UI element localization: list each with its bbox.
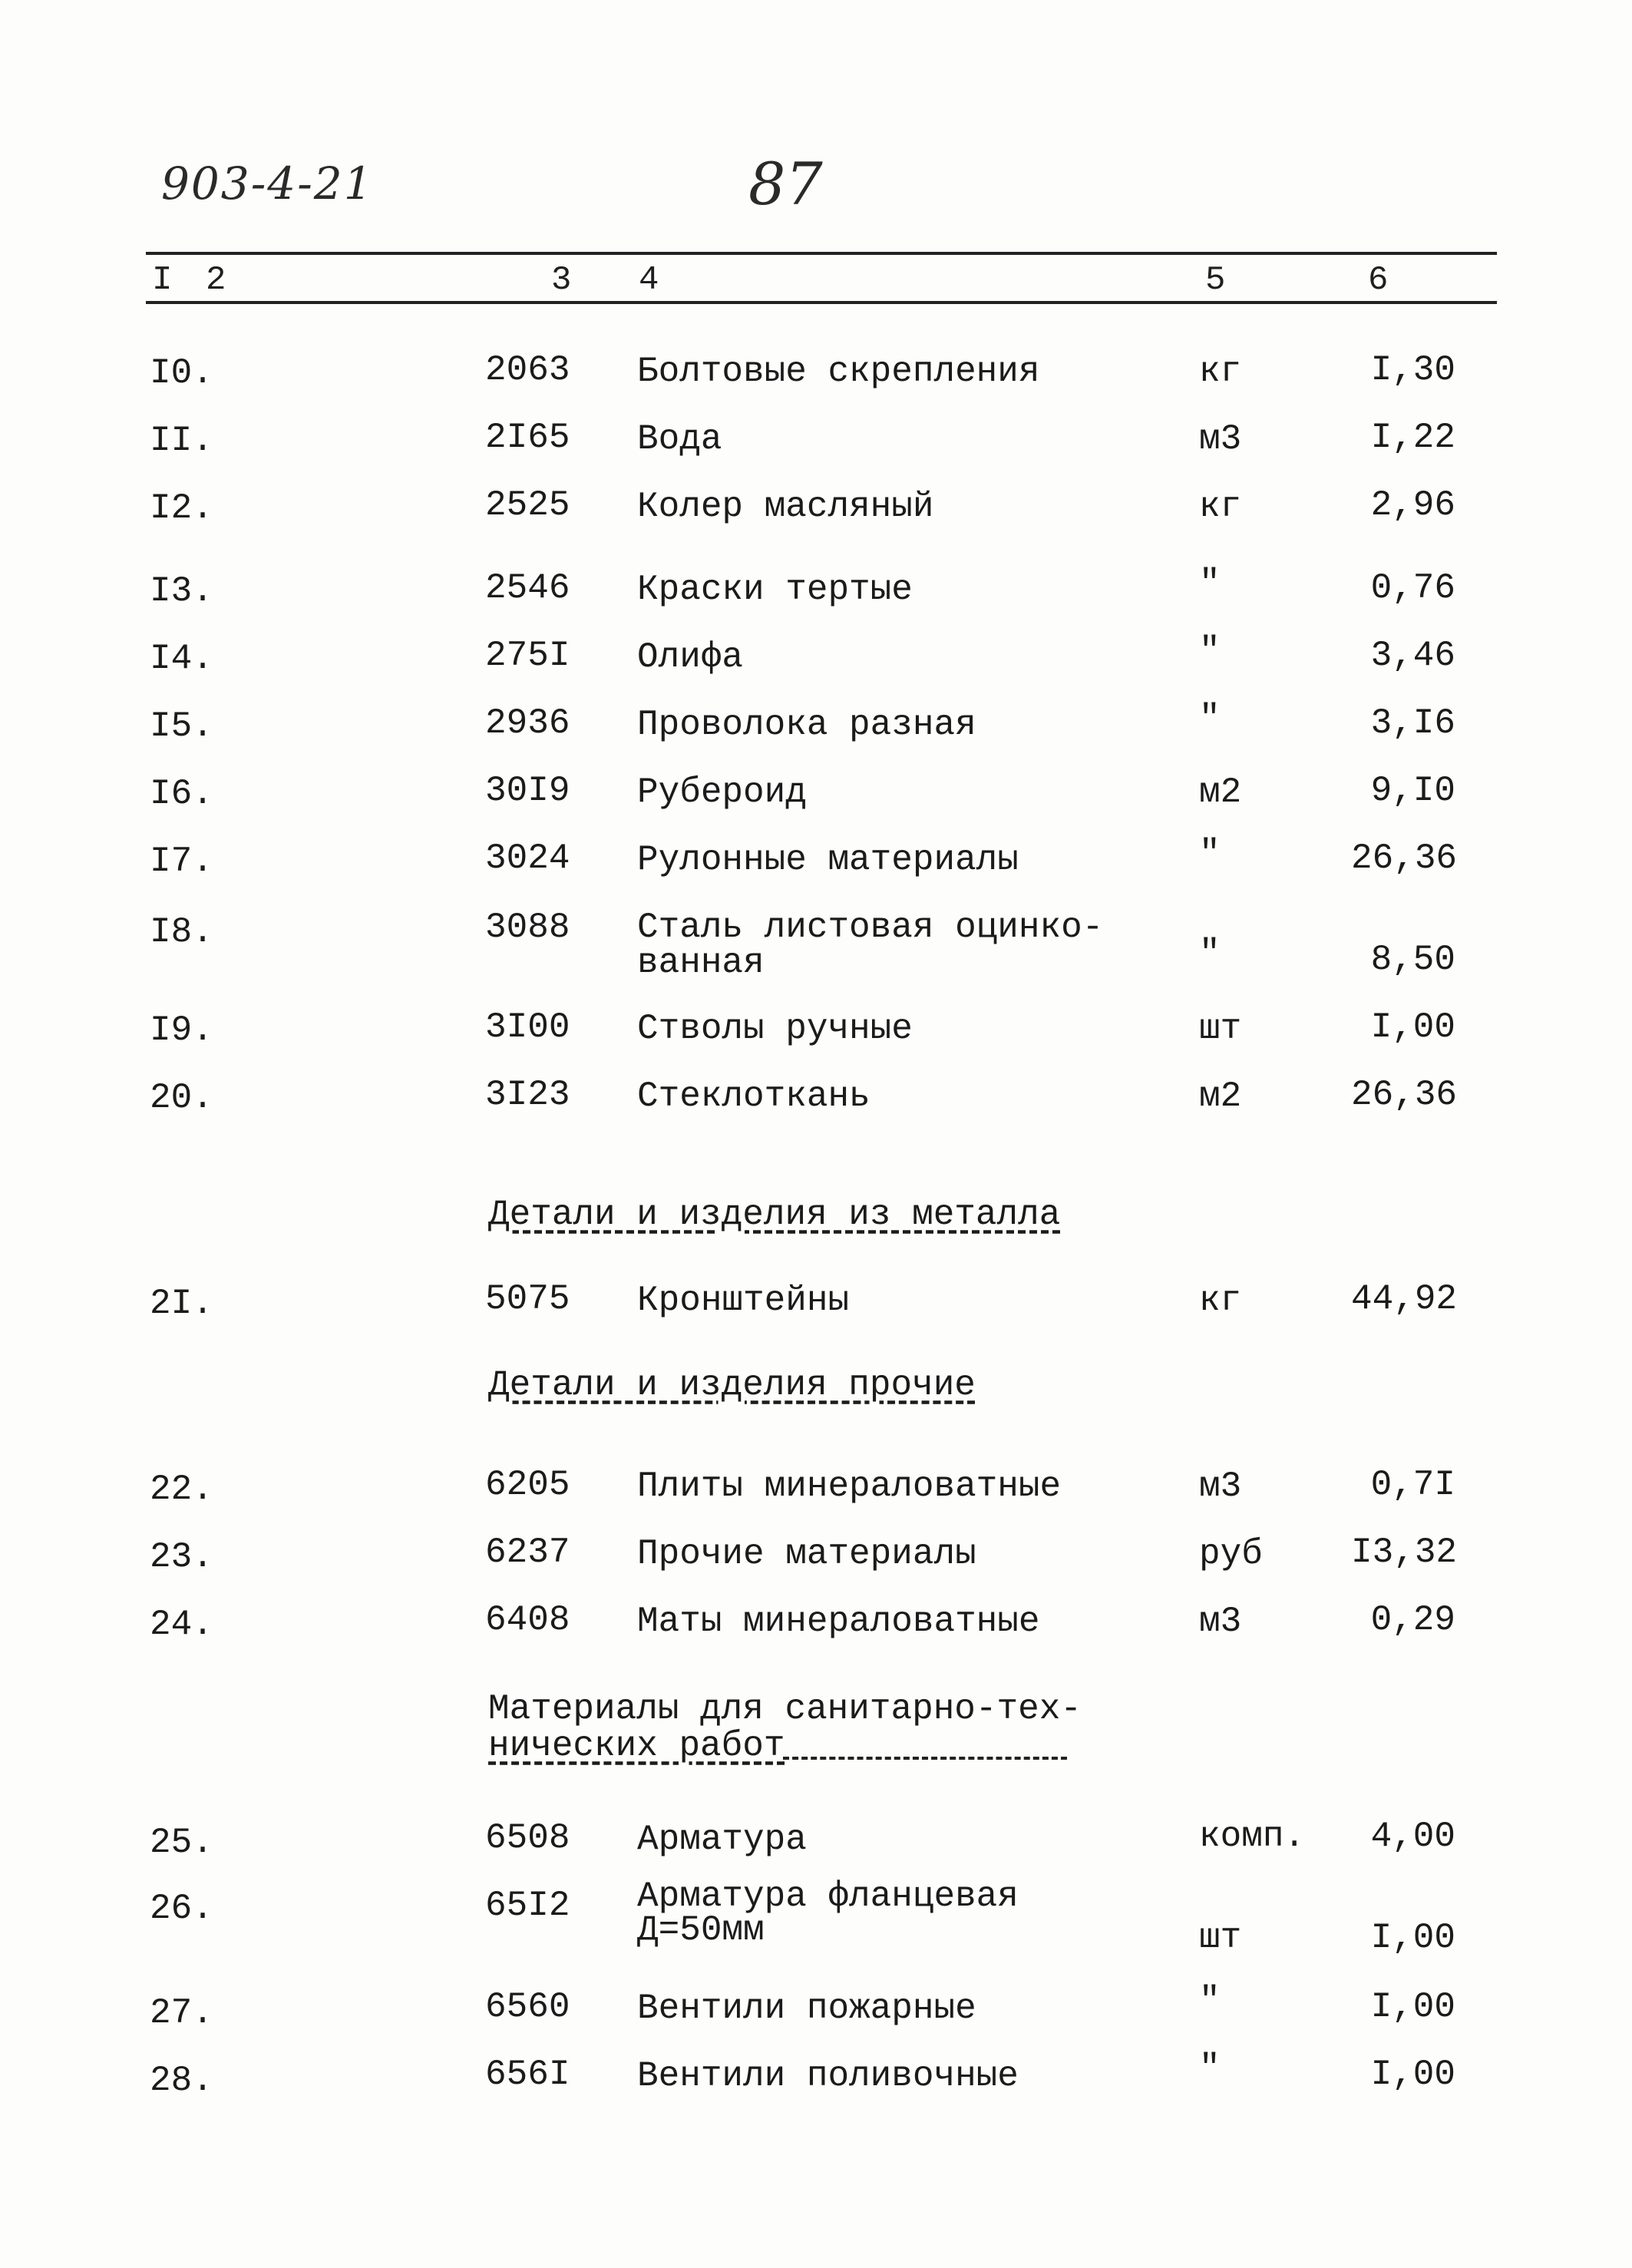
- row-quantity: 0,76: [1370, 568, 1455, 608]
- row-unit: шт: [1199, 1009, 1242, 1049]
- row-number: II.: [150, 421, 213, 461]
- row-name: Арматура: [637, 1820, 807, 1860]
- row-name: Олифа: [637, 637, 744, 677]
- row-number: 20.: [150, 1078, 213, 1118]
- row-code: 275I: [485, 636, 570, 676]
- row-number: I0.: [150, 353, 213, 393]
- row-quantity: 3,46: [1370, 636, 1455, 676]
- row-unit: м3: [1199, 419, 1242, 459]
- row-number: 28.: [150, 2061, 213, 2101]
- row-code: 656I: [485, 2055, 570, 2094]
- row-number: 27.: [150, 1993, 213, 2033]
- row-code: 3024: [485, 838, 570, 878]
- page-number: 87: [748, 150, 823, 218]
- row-name: Прочие материалы: [637, 1534, 976, 1574]
- section-title-metal-parts: Детали и изделия из металла: [488, 1195, 1061, 1235]
- row-unit: ": [1199, 631, 1221, 671]
- row-quantity: I,00: [1370, 1918, 1455, 1958]
- row-name: Вода: [637, 419, 722, 459]
- row-quantity: 26,36: [1351, 1075, 1458, 1115]
- row-number: 23.: [150, 1537, 213, 1577]
- row-number: I6.: [150, 774, 213, 814]
- row-code: 2063: [485, 350, 570, 390]
- row-quantity: 3,I6: [1370, 703, 1455, 743]
- row-code: 65I2: [485, 1886, 570, 1926]
- section-title-sanitary-line2: нических работ: [488, 1726, 785, 1766]
- section-title-other-parts: Детали и изделия прочие: [488, 1365, 976, 1405]
- row-quantity: 2,96: [1370, 485, 1455, 525]
- row-unit: ": [1199, 564, 1221, 603]
- row-name: Маты минераловатные: [637, 1602, 1040, 1641]
- row-name: Колер масляный: [637, 487, 934, 527]
- row-name: Рубероид: [637, 772, 807, 812]
- row-name: Сталь листовая оцинко-: [637, 908, 1104, 947]
- row-quantity: I,22: [1370, 418, 1455, 458]
- column-header-1: I: [152, 261, 173, 299]
- row-number: I4.: [150, 639, 213, 679]
- row-code: 6205: [485, 1465, 570, 1505]
- row-unit: ": [1199, 2048, 1221, 2088]
- section-underline-dashes: [783, 1757, 1067, 1760]
- row-name: Краски тертые: [637, 570, 913, 610]
- row-unit: м3: [1199, 1466, 1242, 1506]
- row-name: Проволока разная: [637, 705, 976, 745]
- row-unit: шт: [1199, 1918, 1242, 1958]
- row-code: 6237: [485, 1532, 570, 1572]
- section-title-sanitary-line1: Материалы для санитарно-тех-: [488, 1689, 1082, 1729]
- column-header-4: 4: [639, 261, 659, 299]
- row-name-continuation: ванная: [637, 943, 765, 983]
- row-quantity: 26,36: [1351, 838, 1458, 878]
- row-unit: м2: [1199, 1076, 1242, 1116]
- table-header-rule: [146, 301, 1497, 304]
- row-unit: ": [1199, 699, 1221, 739]
- row-name: Плиты минераловатные: [637, 1466, 1062, 1506]
- row-code: 3I00: [485, 1007, 570, 1047]
- row-name: Кронштейны: [637, 1281, 850, 1321]
- row-code: 30I9: [485, 771, 570, 811]
- row-code: 3I23: [485, 1075, 570, 1115]
- row-unit: м2: [1199, 772, 1242, 812]
- row-unit: ": [1199, 934, 1221, 974]
- row-name: Вентили пожарные: [637, 1989, 976, 2028]
- row-name: Стволы ручные: [637, 1009, 913, 1049]
- row-number: 26.: [150, 1889, 213, 1929]
- row-name: Вентили поливочные: [637, 2056, 1019, 2096]
- column-header-2: 2: [206, 261, 226, 299]
- column-header-6: 6: [1368, 261, 1389, 299]
- row-name: Арматура фланцевая: [637, 1876, 1019, 1916]
- row-code: 2I65: [485, 418, 570, 458]
- row-unit: ": [1199, 1981, 1221, 2021]
- row-quantity: 0,29: [1370, 1600, 1455, 1640]
- document-code: 903-4-21: [161, 157, 374, 210]
- column-header-3: 3: [551, 261, 572, 299]
- row-quantity: 44,92: [1351, 1279, 1458, 1319]
- row-code: 6408: [485, 1600, 570, 1640]
- row-code: 6560: [485, 1987, 570, 2027]
- row-number: I7.: [150, 841, 213, 881]
- row-name: Рулонные материалы: [637, 840, 1019, 880]
- row-quantity: 8,50: [1370, 940, 1455, 980]
- row-name-continuation: Д=50мм: [637, 1910, 765, 1950]
- row-quantity: I,00: [1370, 1987, 1455, 2027]
- table-top-rule: [146, 252, 1497, 255]
- column-header-5: 5: [1205, 261, 1226, 299]
- row-unit: кг: [1199, 1281, 1242, 1321]
- row-number: I3.: [150, 571, 213, 611]
- row-quantity: I,30: [1370, 350, 1455, 390]
- row-code: 2546: [485, 568, 570, 608]
- row-code: 2525: [485, 485, 570, 525]
- row-code: 3088: [485, 908, 570, 947]
- row-quantity: I,00: [1370, 1007, 1455, 1047]
- row-number: I2.: [150, 488, 213, 528]
- row-number: I9.: [150, 1010, 213, 1050]
- row-number: I8.: [150, 912, 213, 952]
- row-quantity: I,00: [1370, 2055, 1455, 2094]
- row-quantity: 0,7I: [1370, 1465, 1455, 1505]
- row-unit: кг: [1199, 487, 1242, 527]
- row-code: 2936: [485, 703, 570, 743]
- row-unit: м3: [1199, 1602, 1242, 1641]
- row-code: 6508: [485, 1818, 570, 1858]
- row-quantity: I3,32: [1351, 1532, 1458, 1572]
- row-number: 24.: [150, 1605, 213, 1645]
- row-quantity: 9,I0: [1370, 771, 1455, 811]
- row-name: Стеклоткань: [637, 1076, 871, 1116]
- row-unit: кг: [1199, 352, 1242, 392]
- row-number: 25.: [150, 1823, 213, 1863]
- row-unit: комп.: [1199, 1817, 1306, 1856]
- row-number: 22.: [150, 1470, 213, 1509]
- row-code: 5075: [485, 1279, 570, 1319]
- row-quantity: 4,00: [1370, 1817, 1455, 1856]
- row-unit: руб: [1199, 1534, 1263, 1574]
- row-number: 2I.: [150, 1284, 213, 1324]
- row-name: Болтовые скрепления: [637, 352, 1040, 392]
- row-unit: ": [1199, 834, 1221, 874]
- row-number: I5.: [150, 706, 213, 746]
